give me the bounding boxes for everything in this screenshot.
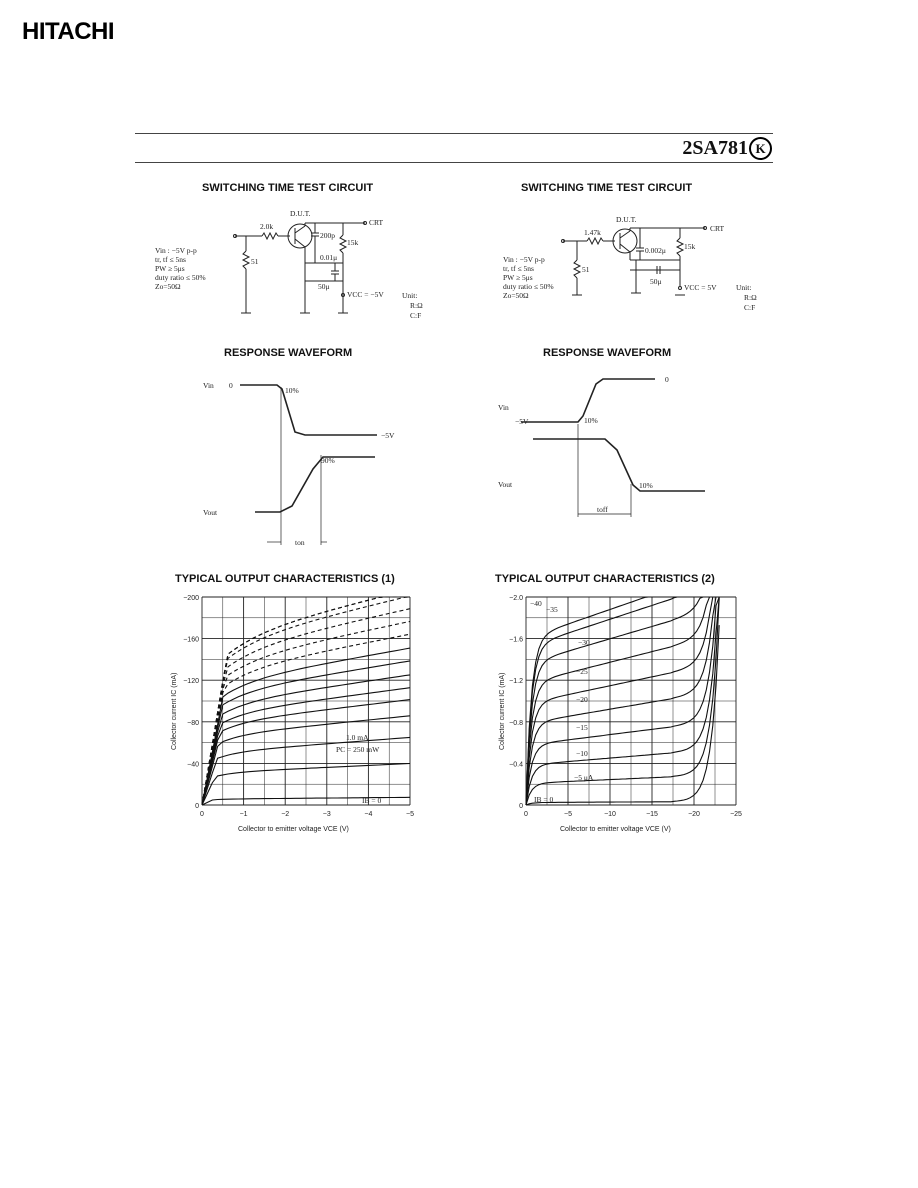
y-tick-label: −0.4 bbox=[509, 761, 523, 769]
x-tick-label: −25 bbox=[730, 811, 742, 818]
c1-spec-1: Vin : −5V p-p bbox=[155, 246, 197, 255]
c2-rin-label: 1.47k bbox=[584, 228, 601, 237]
c1-dut-label: D.U.T. bbox=[290, 209, 311, 218]
c1-unit-1: Unit: bbox=[402, 291, 418, 300]
c1-unit-2: R:Ω bbox=[410, 301, 423, 310]
chart2-annotation-25: −25 bbox=[576, 667, 588, 676]
header-rule-top bbox=[135, 133, 773, 134]
c2-unit-1: Unit: bbox=[736, 283, 752, 292]
x-tick-label: −5 bbox=[406, 811, 414, 818]
x-tick-label: −5 bbox=[564, 811, 572, 818]
chart1-annotation-1ma: 1.0 mA bbox=[346, 733, 369, 742]
chart2-annotation-5ua: −5 μA bbox=[574, 773, 594, 782]
c1-spec-2: tr, tf ≤ 5ns bbox=[155, 255, 186, 264]
w2-neg5-label: −5V bbox=[515, 417, 529, 426]
y-tick-label: −1.6 bbox=[509, 636, 523, 644]
c2-c3-label: 50μ bbox=[650, 277, 662, 286]
y-tick-label: −80 bbox=[187, 719, 199, 727]
c2-spec-4: duty ratio ≤ 50% bbox=[503, 282, 554, 291]
chart2-xlabel: Collector to emitter voltage VCE (V) bbox=[560, 826, 671, 833]
x-tick-label: −20 bbox=[688, 811, 700, 818]
chart1-ylabel: Collector current IC (mA) bbox=[171, 672, 178, 750]
c2-spec-3: PW ≥ 5μs bbox=[503, 273, 533, 282]
c2-spec-1: Vin : −5V p-p bbox=[503, 255, 545, 264]
x-tick-label: 0 bbox=[524, 811, 528, 818]
y-tick-label: −40 bbox=[187, 761, 199, 769]
output-characteristics-chart-2 bbox=[490, 590, 760, 845]
w1-neg5-label: −5V bbox=[381, 431, 395, 440]
c2-spec-2: tr, tf ≤ 5ns bbox=[503, 264, 534, 273]
chart1-ticks bbox=[183, 595, 414, 818]
w2-10pct-b-label: 10% bbox=[639, 481, 653, 490]
x-tick-label: −1 bbox=[239, 811, 248, 818]
x-tick-label: −10 bbox=[604, 811, 616, 818]
x-tick-label: 0 bbox=[200, 811, 204, 818]
chart1-xlabel: Collector to emitter voltage VCE (V) bbox=[238, 826, 349, 833]
response-waveform-2 bbox=[493, 372, 718, 522]
x-tick-label: −3 bbox=[322, 811, 331, 818]
characteristic-curve bbox=[526, 625, 719, 805]
chart1-title: TYPICAL OUTPUT CHARACTERISTICS (1) bbox=[175, 573, 395, 585]
chart2-annotation-30: −30 bbox=[578, 638, 590, 647]
c1-spec-4: duty ratio ≤ 50% bbox=[155, 273, 206, 282]
w1-vout-label: Vout bbox=[203, 508, 218, 517]
c1-c3-label: 50μ bbox=[318, 282, 330, 291]
y-tick-label: −200 bbox=[183, 595, 199, 602]
y-tick-label: −160 bbox=[183, 636, 199, 644]
chart2-annotation-40: −40 bbox=[530, 599, 542, 608]
chart2-annotation-20: −20 bbox=[576, 695, 588, 704]
w2-time-label: toff bbox=[597, 505, 608, 514]
c1-vcc-label: VCC = −5V bbox=[347, 290, 384, 299]
chart2-annotation-35: −35 bbox=[546, 605, 558, 614]
c2-dut-label: D.U.T. bbox=[616, 215, 637, 224]
w1-vin-label: Vin bbox=[203, 381, 214, 390]
response-waveform-1 bbox=[195, 375, 415, 550]
c1-spec-3: PW ≥ 5μs bbox=[155, 264, 185, 273]
w1-time-label: ton bbox=[295, 538, 305, 547]
c2-unit-3: C:F bbox=[744, 303, 756, 312]
w2-vout-label: Vout bbox=[498, 480, 513, 489]
circuit1-title: SWITCHING TIME TEST CIRCUIT bbox=[202, 182, 374, 194]
w2-zero-label: 0 bbox=[665, 375, 669, 384]
c1-rin-label: 2.0k bbox=[260, 222, 274, 231]
w1-90pct-label: 90% bbox=[321, 456, 335, 465]
circuit2-title: SWITCHING TIME TEST CIRCUIT bbox=[521, 182, 693, 194]
switching-circuit-2 bbox=[500, 210, 790, 320]
c2-rshunt-label: 51 bbox=[582, 265, 590, 274]
y-tick-label: 0 bbox=[195, 803, 199, 810]
waveform2-title: RESPONSE WAVEFORM bbox=[543, 347, 672, 359]
c2-unit-2: R:Ω bbox=[744, 293, 757, 302]
chart1-annotation-ib0: IB = 0 bbox=[362, 796, 382, 805]
y-tick-label: 0 bbox=[519, 803, 523, 810]
c1-c2-label: 0.01μ bbox=[320, 253, 338, 262]
header-rule-bottom bbox=[135, 162, 773, 163]
x-tick-label: −4 bbox=[364, 811, 373, 818]
part-suffix-badge: K bbox=[749, 137, 772, 160]
part-number bbox=[682, 137, 772, 160]
c1-unit-3: C:F bbox=[410, 311, 422, 320]
y-tick-label: −1.2 bbox=[509, 678, 523, 686]
w2-10pct-a-label: 10% bbox=[584, 416, 598, 425]
chart2-title: TYPICAL OUTPUT CHARACTERISTICS (2) bbox=[495, 573, 715, 585]
x-tick-label: −2 bbox=[281, 811, 290, 818]
y-tick-label: −120 bbox=[183, 678, 199, 686]
c2-crt-label: CRT bbox=[710, 224, 725, 233]
w1-zero-label: 0 bbox=[229, 381, 233, 390]
waveform1-title: RESPONSE WAVEFORM bbox=[224, 347, 353, 359]
c2-spec-5: Zo=50Ω bbox=[503, 291, 529, 300]
w2-vin-label: Vin bbox=[498, 403, 509, 412]
c1-crt-label: CRT bbox=[369, 218, 384, 227]
c1-spec-5: Zo=50Ω bbox=[155, 282, 181, 291]
c2-vcc-label: VCC = 5V bbox=[684, 283, 717, 292]
chart2-annotation-10: −10 bbox=[576, 749, 588, 758]
hitachi-logo: HITACHI bbox=[22, 18, 115, 45]
chart1-annotation-pc: PC = 250 mW bbox=[336, 745, 380, 754]
y-tick-label: −2.0 bbox=[509, 595, 523, 602]
c1-rshunt-label: 51 bbox=[251, 257, 259, 266]
chart2-annotation-ib0: IB = 0 bbox=[534, 795, 554, 804]
switching-circuit-1 bbox=[150, 203, 440, 328]
y-tick-label: −0.8 bbox=[509, 719, 523, 727]
c2-rc-label: 15k bbox=[684, 242, 696, 251]
part-number-text: 2SA781 bbox=[682, 137, 748, 159]
output-characteristics-chart-1 bbox=[160, 590, 425, 845]
c1-rc-label: 15k bbox=[347, 238, 359, 247]
chart2-annotation-15: −15 bbox=[576, 723, 588, 732]
chart2-ylabel: Collector current IC (mA) bbox=[499, 672, 506, 750]
c2-c1-label: 0.002μ bbox=[645, 246, 666, 255]
c1-c1-label: 200p bbox=[320, 231, 335, 240]
x-tick-label: −15 bbox=[646, 811, 658, 818]
w1-10pct-label: 10% bbox=[285, 386, 299, 395]
